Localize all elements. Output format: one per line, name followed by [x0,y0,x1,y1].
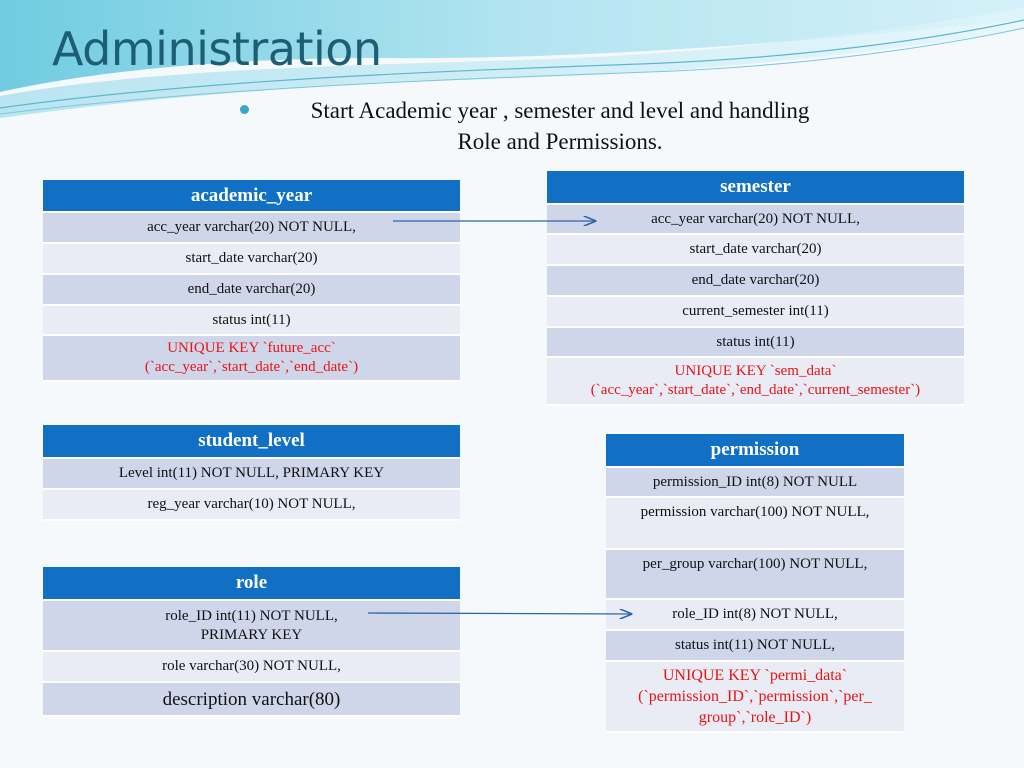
table-row: description varchar(80) [43,683,460,717]
table-header: role [43,567,460,601]
unique-key-line: UNIQUE KEY `future_acc` [167,340,336,356]
table-row: role_ID int(8) NOT NULL, [606,600,904,631]
table-row: per_group varchar(100) NOT NULL, [606,550,904,600]
unique-key-line: UNIQUE KEY `permi_data` [662,667,848,684]
table-header: permission [606,434,904,468]
table-row: start_date varchar(20) [43,244,460,275]
unique-key-columns: (`permission_ID`,`permission`,`per_ [638,688,872,705]
table-row: status int(11) [547,328,964,358]
role-table [43,567,460,717]
slide-title: Administration [52,22,382,76]
table-row: permission varchar(100) NOT NULL, [606,498,904,550]
table-row: status int(11) [43,306,460,336]
permission-table [606,434,904,733]
table-row: Level int(11) NOT NULL, PRIMARY KEY [43,459,460,490]
table-row [43,601,460,652]
table-row: reg_year varchar(10) NOT NULL, [43,490,460,521]
semester-table [547,171,964,406]
table-row: end_date varchar(20) [43,275,460,306]
student-level-table [43,425,460,521]
bullet-point [240,95,880,157]
unique-key-columns: (`acc_year`,`start_date`,`end_date`,`current_semester`) [590,382,921,398]
table-row: permission_ID int(8) NOT NULL [606,468,904,498]
unique-key-row [547,358,964,406]
table-row: role varchar(30) NOT NULL, [43,652,460,683]
unique-key-columns-cont: group`,`role_ID`) [698,709,812,726]
bullet-text-line-2: Role and Permissions. [457,129,663,154]
table-row: acc_year varchar(20) NOT NULL, [43,213,460,244]
bullet-dot-icon [240,105,249,114]
table-row: end_date varchar(20) [547,266,964,297]
table-header: student_level [43,425,460,459]
table-header: semester [547,171,964,205]
bullet-text-line-1: Start Academic year , semester and level and handling [310,98,810,123]
unique-key-row [43,336,460,382]
table-row: acc_year varchar(20) NOT NULL, [547,205,964,235]
table-header: academic_year [43,180,460,213]
unique-key-line: UNIQUE KEY `sem_data` [674,363,837,379]
primary-key-line: PRIMARY KEY [200,626,303,643]
unique-key-row [606,662,904,733]
academic-year-table [43,180,460,382]
role-id-line: role_ID int(11) NOT NULL, [165,607,338,624]
table-row: current_semester int(11) [547,297,964,328]
unique-key-columns: (`acc_year`,`start_date`,`end_date`) [144,359,359,375]
table-row: start_date varchar(20) [547,235,964,266]
table-row: status int(11) NOT NULL, [606,631,904,662]
